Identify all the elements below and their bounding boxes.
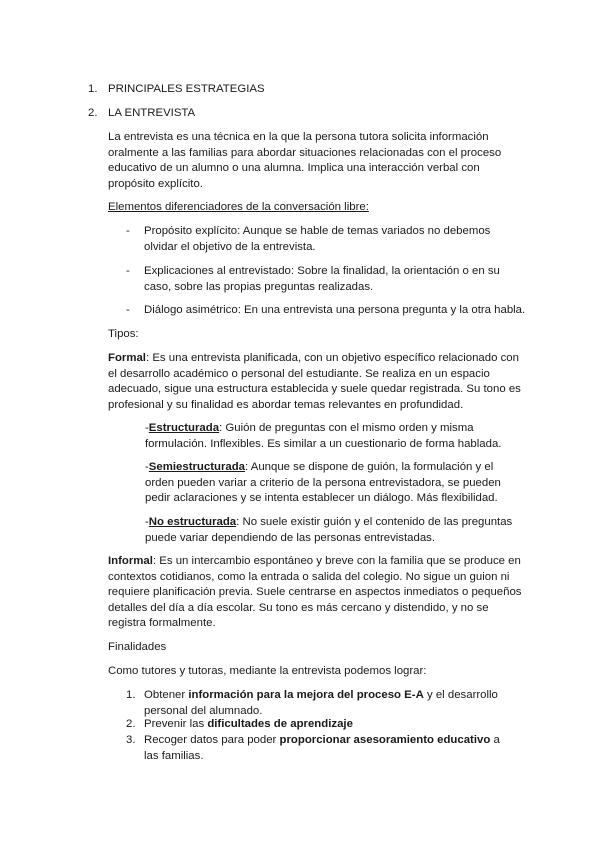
subtype-term: No estructurada — [148, 516, 237, 528]
subtype-text: : Guión de preguntas con el mismo orden y misma formulación. Inflexibles. Es similar a un cuestionario de forma hablada. — [145, 422, 502, 450]
list-item-text: Recoger datos para poder proporcionar asesoramiento educativo a las familias. — [144, 734, 500, 762]
list-item — [126, 224, 526, 255]
informal-term: Informal — [108, 555, 153, 567]
formal-term: Formal — [108, 352, 146, 364]
dash-bullet: - — [126, 265, 130, 277]
list-number: 3. — [126, 734, 136, 746]
list-item — [126, 688, 526, 719]
list-item — [126, 733, 526, 764]
list-number: 1. — [126, 689, 136, 701]
formal-text: : Es una entrevista planificada, con un objetivo específico relacionado con el desarrollo académico o personal del estudiante. Se realiza en un espacio adecuado, sigue una estructura establecida y suele quedar registrada. Su tono es profesional y su finalidad es abordar temas relevantes en profundidad. — [108, 352, 521, 411]
list-item — [126, 303, 526, 319]
subtype-term: Semiestructurada — [148, 461, 246, 473]
subtype-no-estructurada: -No estructurada: No suele existir guión y el contenido de las preguntas puede variar dependiendo de las personas entrevistadas. — [145, 516, 513, 544]
intro-paragraph: La entrevista es una técnica en la que la persona tutora solicita información oralmente a las familias para abordar situaciones relacionadas con el proceso educativo de un alumno o una alumna. Implica una interacción verbal con propósito explícito. — [108, 131, 502, 190]
list-item — [126, 264, 526, 295]
informal-text: : Es un intercambio espontáneo y breve con la familia que se produce en contextos cotidianos, como la entrada o salida del colegio. No sigue un guion ni requiere planificación previa. Suele centrarse en aspectos inmediatos o pequeños detalles del día a día escolar. Su tono es más cercano y distendido, y no se registra formalmente. — [108, 555, 522, 630]
list-number: 2. — [126, 718, 136, 730]
heading-text: PRINCIPALES ESTRATEGIAS — [108, 83, 265, 95]
subtype-term: Estructurada — [148, 422, 220, 434]
heading-entrevista — [88, 106, 528, 122]
heading-principales — [88, 82, 528, 98]
dash-bullet: - — [126, 304, 130, 316]
subtype-estructurada: -Estructurada: Guión de preguntas con el mismo orden y misma formulación. Inflexibles. Es similar a un cuestionario de forma hablada. — [145, 422, 502, 450]
subtype-text: : No suele existir guión y el contenido de las preguntas puede variar dependiendo de las personas entrevistadas. — [145, 516, 513, 544]
heading-number: 2. — [88, 107, 98, 119]
list-item-text: Obtener información para la mejora del proceso E-A y el desarrollo personal del alumnado. — [144, 689, 498, 717]
list-item — [126, 717, 526, 733]
list-item-text: Diálogo asimétrico: En una entrevista una persona pregunta y la otra habla. — [144, 304, 526, 316]
elements-title: Elementos diferenciadores de la conversación libre: — [108, 201, 369, 213]
informal-paragraph — [108, 554, 526, 632]
heading-number: 1. — [88, 83, 98, 95]
finalidades-label: Finalidades — [108, 641, 167, 653]
subtype-semiestructurada: -Semiestructurada: Aunque se dispone de guión, la formulación y el orden pueden variar a criterio de la persona entrevistadora, se pueden pedir aclaraciones y se intenta establecer un diálogo. Más flexibilidad. — [145, 461, 501, 505]
subtype-text: : Aunque se dispone de guión, la formulación y el orden pueden variar a criterio de la persona entrevistadora, se pueden pedir aclaraciones y se intenta establecer un diálogo. Más flexibilidad. — [145, 461, 501, 505]
dash-bullet: - — [126, 225, 130, 237]
heading-text: LA ENTREVISTA — [108, 107, 196, 119]
formal-paragraph — [108, 351, 526, 413]
list-item-text: Explicaciones al entrevistado: Sobre la finalidad, la orientación o en su caso, sobre las propias preguntas realizadas. — [144, 265, 500, 293]
list-item-text: Prevenir las dificultades de aprendizaje — [144, 718, 353, 730]
list-item-text: Propósito explícito: Aunque se hable de temas variados no debemos olvidar el objetivo de la entrevista. — [144, 225, 491, 253]
finalidades-intro: Como tutores y tutoras, mediante la entrevista podemos lograr: — [108, 665, 427, 677]
tipos-label: Tipos: — [108, 328, 139, 340]
